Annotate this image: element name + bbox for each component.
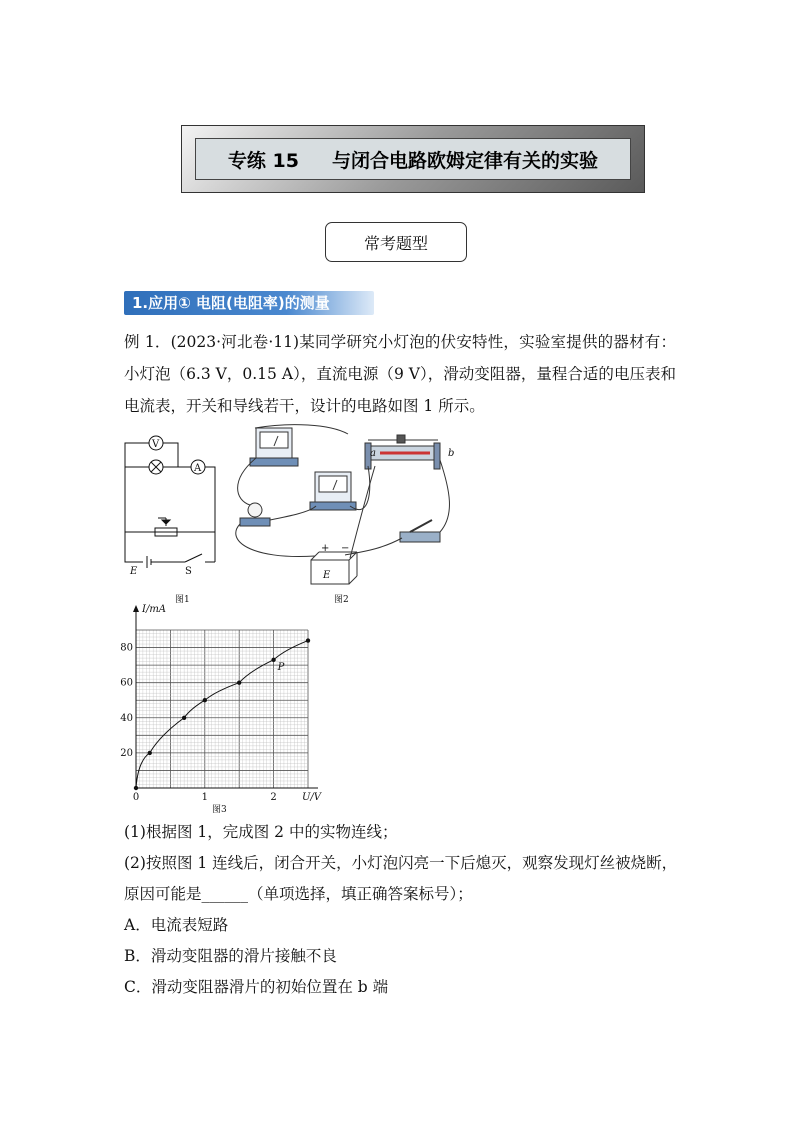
bulb-base	[240, 518, 270, 526]
point-p-label: P	[277, 661, 285, 673]
fig2-minus: −	[341, 543, 350, 554]
y-axis-arrow	[133, 605, 139, 612]
option-b: B．滑动变阻器的滑片接触不良	[124, 947, 337, 965]
data-point	[306, 638, 310, 642]
figure-3-iu-graph	[110, 600, 325, 815]
question-2-line-1: (2)按照图 1 连线后，闭合开关，小灯泡闪亮一下后熄灭，观察发现灯丝被烧断，	[124, 854, 678, 872]
option-a: A．电流表短路	[124, 916, 229, 934]
fig1-voltmeter-label: V	[152, 439, 160, 450]
fig1-switch-label: S	[185, 566, 192, 577]
problem-intro: 例 1．(2023·河北卷·11)某同学研究小灯泡的伏安特性，实验室提供的器材有：小灯泡（6.3 V，0.15 A），直流电源（9 V），滑动变阻器，量程合适的电压表和电流表，开关和导线若干，设计的电路如图 1 所示。	[124, 333, 676, 415]
data-point	[203, 698, 207, 702]
figure-3-caption: 图3	[212, 805, 227, 815]
data-point	[182, 716, 186, 720]
fig2-terminal-a: a	[370, 448, 376, 459]
circuit-figures	[110, 420, 470, 610]
fig1-caption: 图1	[175, 595, 190, 605]
fig2-source-label: E	[323, 570, 331, 581]
x-tick-label: 2	[270, 792, 277, 803]
title-banner	[181, 125, 645, 193]
y-tick-label: 20	[120, 747, 133, 759]
fig2-terminal-b: b	[448, 448, 455, 459]
fig1-ammeter-label: A	[194, 463, 202, 474]
option-c: C．滑动变阻器滑片的初始位置在 b 端	[124, 978, 389, 996]
y-tick-label: 80	[120, 642, 133, 654]
y-tick-label: 40	[120, 712, 133, 724]
figure-2-apparatus	[236, 425, 450, 584]
x-axis-label: U/V	[302, 792, 322, 803]
x-tick-label: 1	[201, 792, 208, 803]
figure-1-circuit-diagram	[125, 436, 215, 568]
data-point	[148, 751, 152, 755]
y-axis-label: I/mA	[142, 604, 167, 615]
data-point	[237, 680, 241, 684]
voltmeter-base	[250, 458, 298, 466]
fig1-source-label: E	[130, 566, 138, 577]
rheostat-slider	[397, 435, 405, 443]
section-heading: 1.应用① 电阻(电阻率)的测量	[124, 291, 374, 315]
data-point	[271, 658, 275, 662]
question-type-label: 常考题型	[325, 222, 467, 262]
ammeter-base	[310, 502, 356, 510]
banner-title: 专练 15 与闭合电路欧姆定律有关的实验	[195, 138, 631, 180]
bulb	[248, 503, 262, 517]
question-1: (1)根据图 1，完成图 2 中的实物连线；	[124, 823, 398, 841]
question-2-line-2: 原因可能是______（单项选择，填正确答案标号）；	[124, 885, 473, 903]
y-tick-label: 60	[120, 677, 133, 689]
fig2-caption: 图2	[334, 595, 349, 605]
data-point	[134, 786, 138, 790]
x-tick-label: 0	[132, 792, 140, 803]
switch	[400, 532, 440, 542]
fig2-plus: +	[321, 543, 330, 554]
